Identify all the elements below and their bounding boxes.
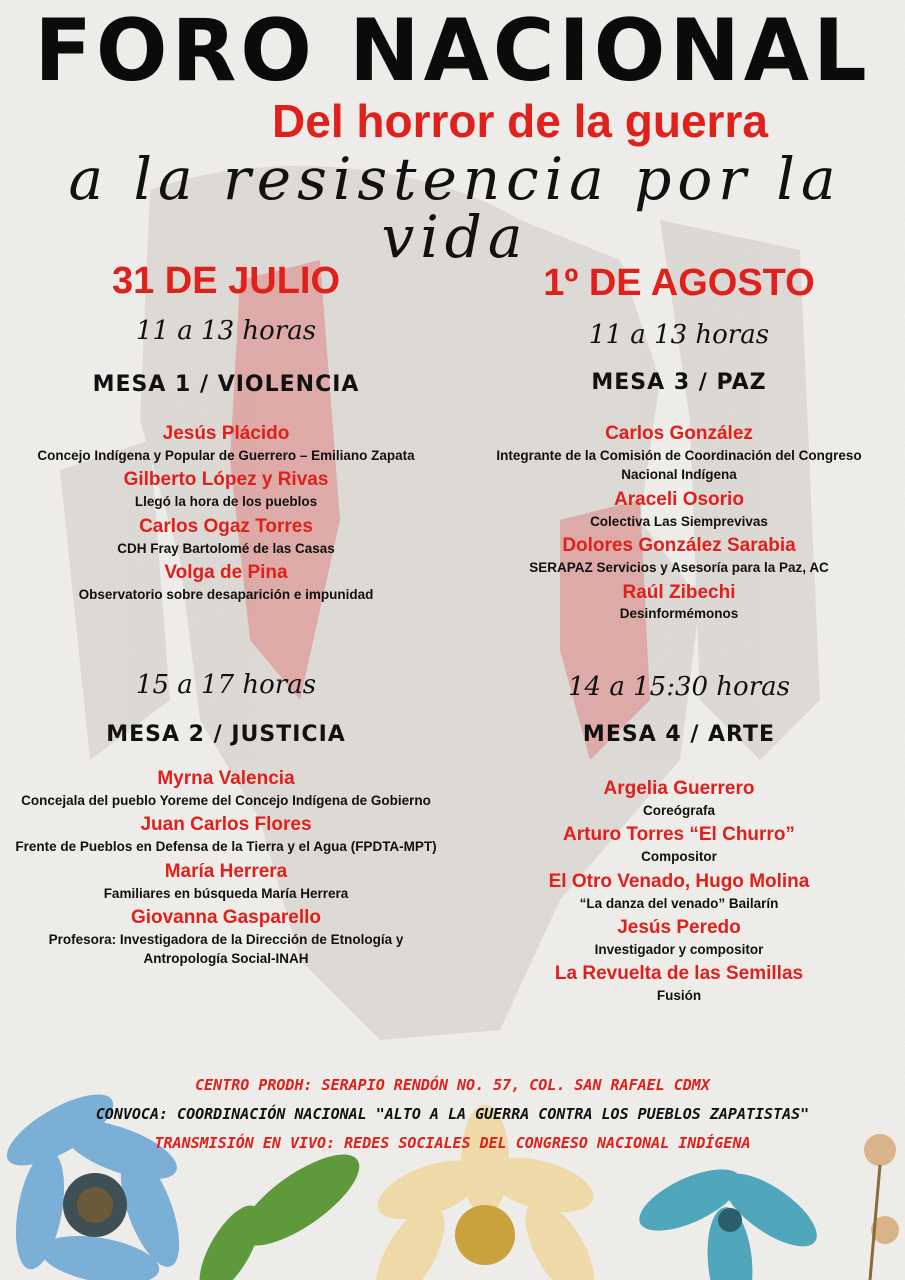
speaker-affiliation: Profesora: Investigadora de la Dirección de Etnología y Antropología Social-INAH — [48, 931, 404, 967]
speaker-affiliation: Concejo Indígena y Popular de Guerrero – Emiliano Zapata — [37, 447, 415, 463]
forum-title: FORO NACIONAL — [34, 1, 871, 101]
speaker-affiliation: Frente de Pueblos en Defensa de la Tierra y el Agua (FPDTA-MPT) — [15, 839, 437, 855]
day1-session1-hours: 11 a 13 horas — [135, 316, 317, 346]
day1-date-block — [0, 262, 452, 300]
speaker-name: Juan Carlos Flores — [140, 814, 312, 836]
speaker-block — [453, 917, 905, 959]
speaker-affiliation: SERAPAZ Servicios y Asesoría para la Paz, AC — [529, 560, 829, 576]
day2-mesa4-heading: MESA 4 / ARTE — [582, 722, 776, 747]
speaker-block — [0, 907, 452, 969]
forum-subtitle: Del horror de la guerra — [272, 95, 768, 147]
speaker-affiliation: Desinformémonos — [619, 606, 739, 622]
speaker-affiliation: Fusión — [656, 988, 702, 1004]
day1-session2-hours: 15 a 17 horas — [135, 670, 317, 700]
speaker-name: María Herrera — [164, 860, 288, 882]
speaker-affiliation: CDH Fray Bartolomé de las Casas — [117, 540, 335, 556]
speaker-block — [0, 814, 452, 856]
speaker-affiliation: “La danza del venado” Bailarín — [579, 895, 779, 911]
speaker-block — [453, 824, 905, 866]
speaker-block — [453, 535, 905, 577]
speaker-affiliation: Familiares en búsqueda María Herrera — [103, 885, 349, 901]
speaker-block — [453, 489, 905, 531]
speaker-block — [0, 469, 452, 511]
day2-mesa3-heading: MESA 3 / PAZ — [591, 370, 767, 395]
speaker-name: El Otro Venado, Hugo Molina — [548, 870, 810, 892]
speaker-affiliation: Investigador y compositor — [594, 941, 764, 957]
day1-date: 31 DE JULIO — [111, 260, 341, 302]
speaker-block — [0, 516, 452, 558]
forum-tagline: a la resistencia por la vida — [68, 145, 842, 271]
speaker-block — [453, 963, 905, 1005]
speaker-affiliation: Concejala del pueblo Yoreme del Concejo Indígena de Gobierno — [21, 792, 431, 808]
speaker-affiliation: Colectiva Las Siemprevivas — [590, 513, 768, 529]
speaker-name: Carlos Ogaz Torres — [139, 515, 313, 537]
day2-date-block — [453, 264, 905, 302]
day2-session2-speakers — [453, 778, 905, 1010]
speaker-block — [453, 423, 905, 485]
speaker-name: Jesús Plácido — [162, 423, 290, 444]
day1-mesa1-heading: MESA 1 / VIOLENCIA — [92, 372, 360, 397]
speaker-name: Myrna Valencia — [157, 768, 295, 789]
speaker-block — [0, 423, 452, 465]
day2-session1-speakers — [453, 423, 905, 628]
speaker-name: Arturo Torres “El Churro” — [563, 824, 795, 846]
speaker-name: Giovanna Gasparello — [130, 907, 322, 929]
day2-date: 1º DE AGOSTO — [543, 262, 815, 304]
speaker-block — [453, 582, 905, 624]
convoca-line: CONVOCA: COORDINACIÓN NACIONAL "ALTO A LA GUERRA CONTRA LOS PUEBLOS ZAPATISTAS" — [95, 1105, 810, 1123]
speaker-affiliation: Coreógrafa — [642, 802, 715, 818]
speaker-affiliation: Observatorio sobre desaparición e impunidad — [78, 586, 374, 602]
speaker-name: La Revuelta de las Semillas — [554, 963, 804, 985]
speaker-name: Volga de Pina — [164, 562, 288, 584]
day2-session1-hours: 11 a 13 horas — [588, 320, 770, 350]
speaker-block — [0, 562, 452, 604]
speaker-name: Raúl Zibechi — [622, 581, 736, 603]
day2-session2-hours: 14 a 15:30 horas — [568, 672, 790, 702]
speaker-name: Dolores González Sarabia — [562, 535, 796, 557]
day1-session1-speakers — [0, 423, 452, 608]
speaker-name: Araceli Osorio — [614, 488, 744, 510]
day1-mesa2-heading: MESA 2 / JUSTICIA — [106, 722, 346, 747]
day2-session2-hours-block — [453, 674, 905, 700]
venue-line: CENTRO PRODH: SERAPIO RENDÓN NO. 57, COL. SAN RAFAEL CDMX — [195, 1076, 710, 1094]
day1-session2-speakers — [0, 768, 452, 973]
speaker-affiliation: Compositor — [641, 849, 717, 865]
speaker-name: Gilberto López y Rivas — [123, 469, 329, 491]
speaker-name: Argelia Guerrero — [603, 778, 755, 799]
speaker-name: Carlos González — [605, 423, 753, 444]
speaker-block — [453, 871, 905, 913]
speaker-name: Jesús Peredo — [617, 917, 741, 939]
speaker-block — [0, 768, 452, 810]
speaker-block — [453, 778, 905, 820]
speaker-affiliation: Llegó la hora de los pueblos — [134, 494, 318, 510]
stream-line: TRANSMISIÓN EN VIVO: REDES SOCIALES DEL CONGRESO NACIONAL INDÍGENA — [154, 1134, 751, 1152]
speaker-affiliation: Integrante de la Comisión de Coordinación del Congreso Nacional Indígena — [496, 447, 862, 483]
day2-session1-hours-block — [453, 322, 905, 348]
speaker-block — [0, 861, 452, 903]
